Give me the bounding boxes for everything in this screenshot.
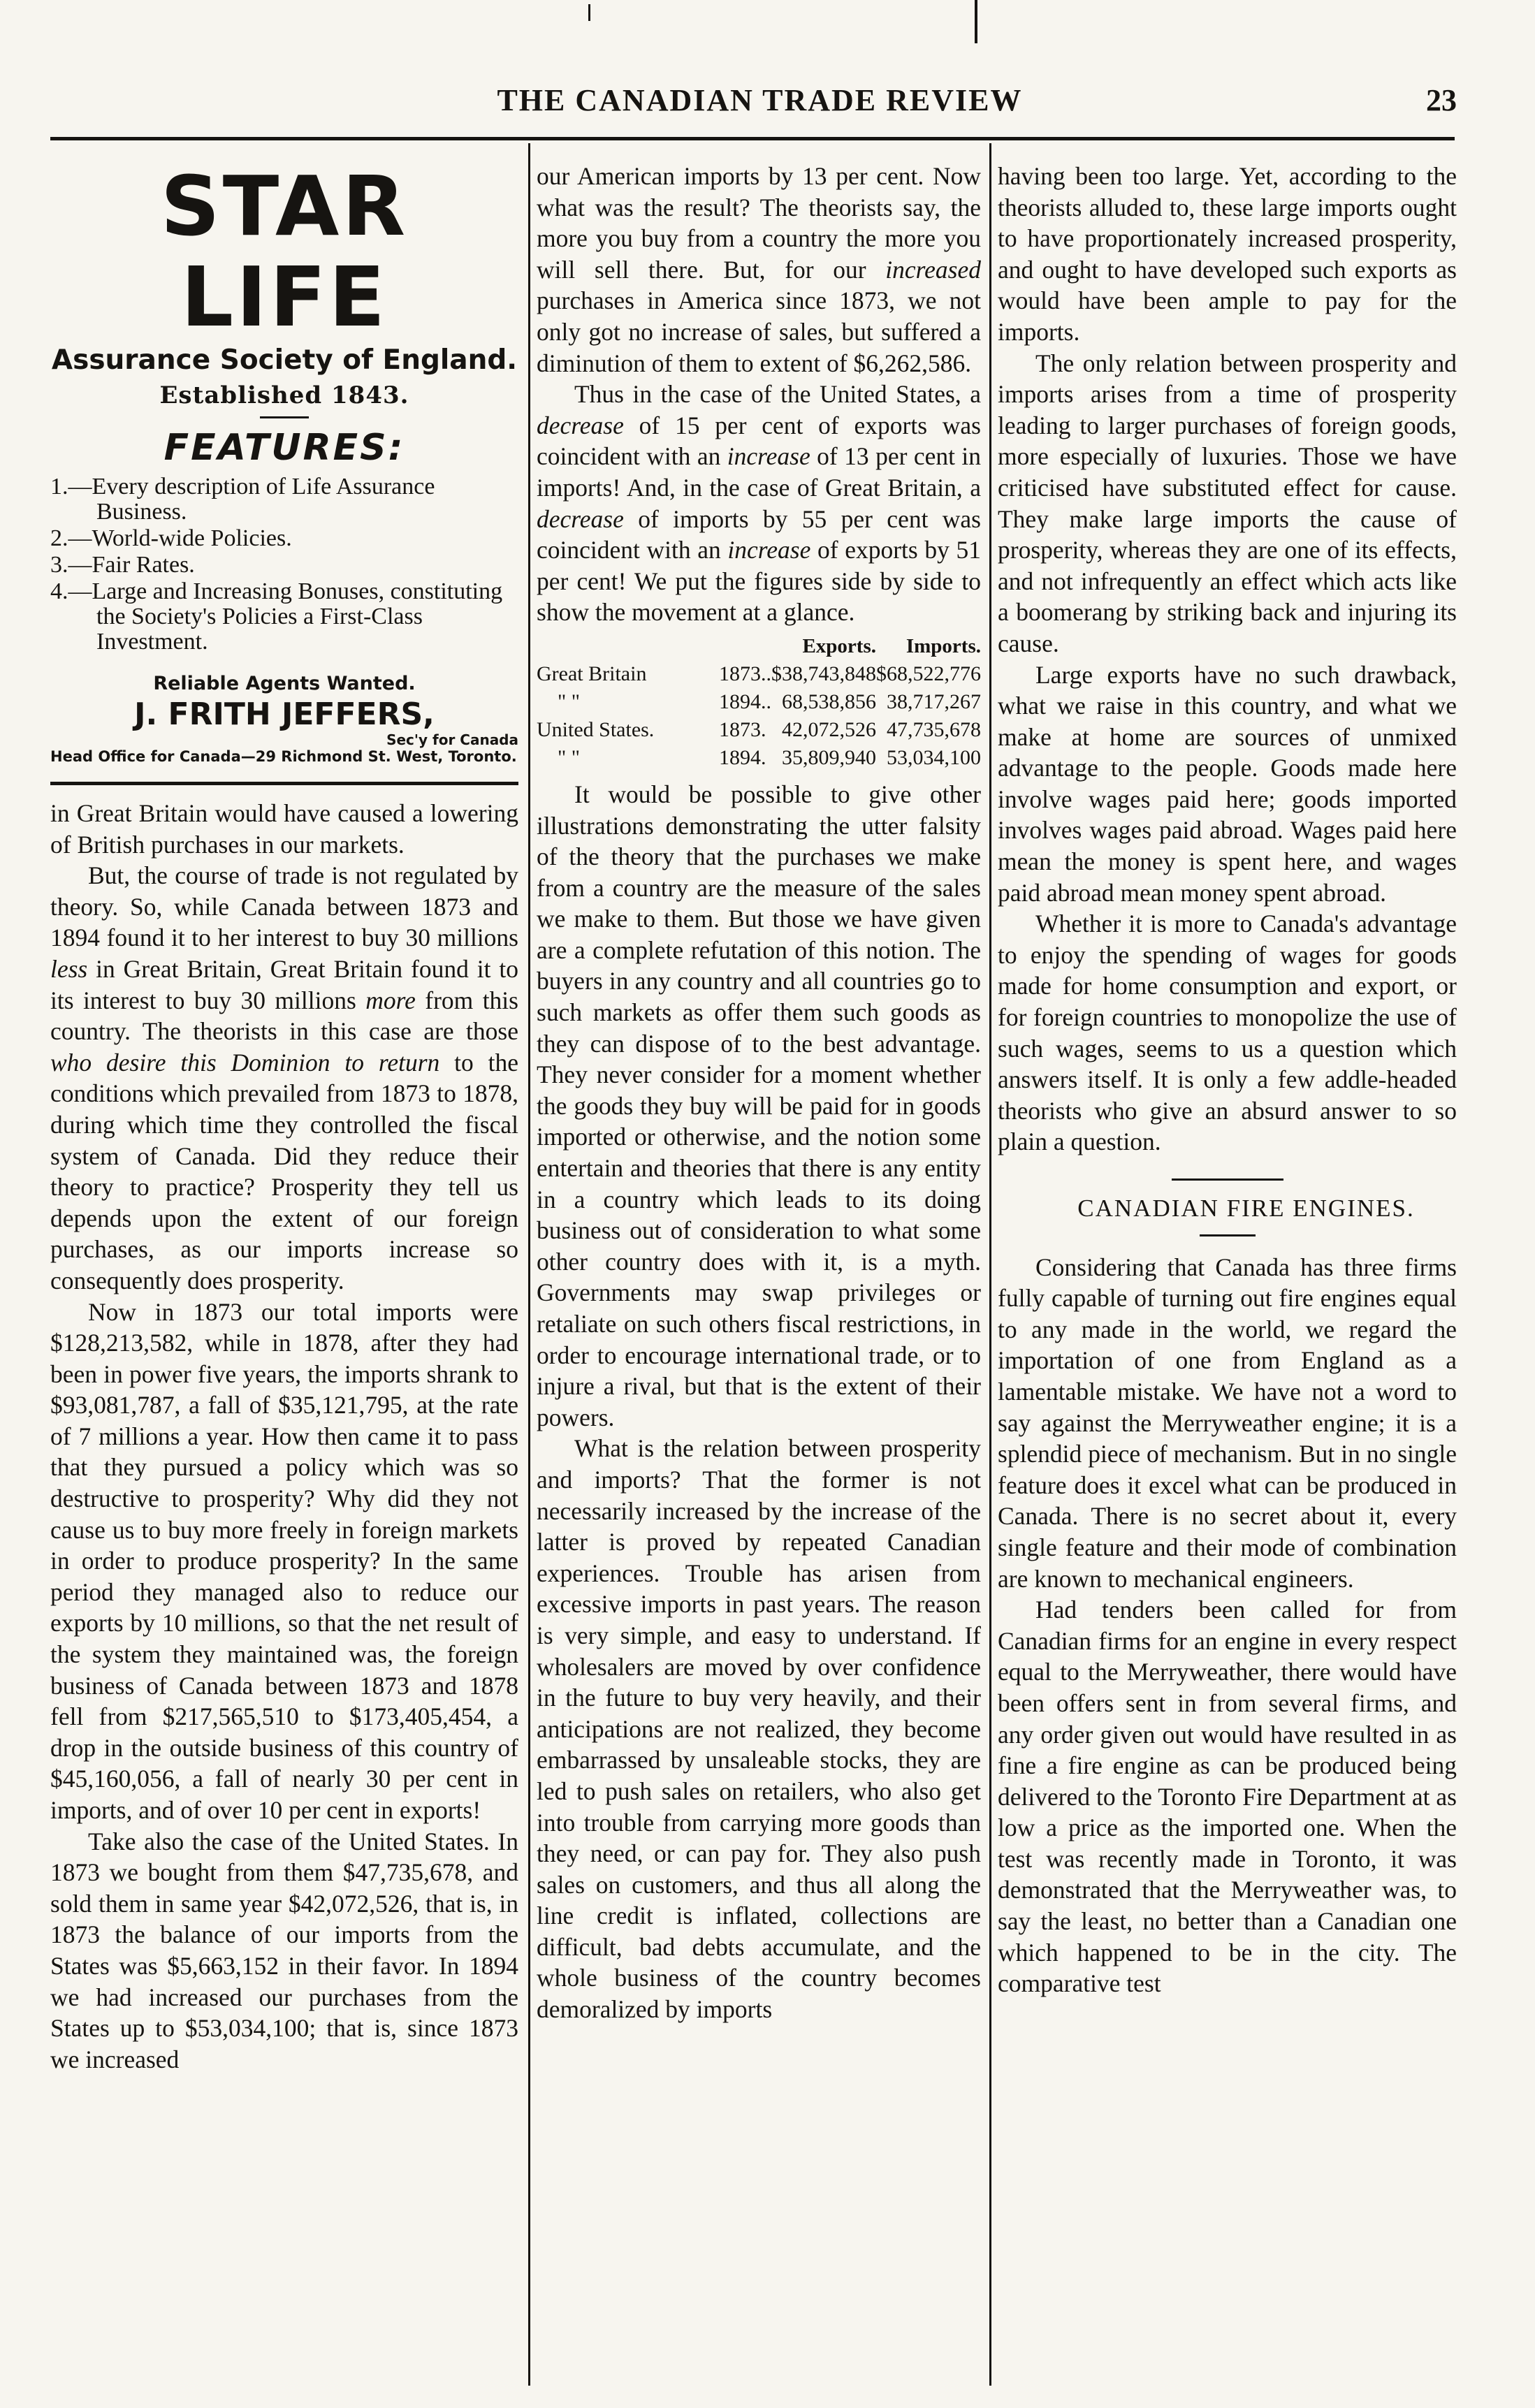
table-row: " " 1894.. 68,538,856 38,717,267 [558, 689, 981, 713]
section-divider [1172, 1179, 1283, 1181]
column-2 [537, 161, 981, 2389]
article-paragraph: Whether it is more to Canada's advantage to enjoy the spending of wages for goods made for home consumption and export, or for foreign countries to monopolize the use of such wages, seems to us a question which answers itself. It is only a few addle-headed theorists who give an absurd answer to so plain a question. [998, 910, 1457, 1156]
ad-feature-item: 3.—Fair Rates. [50, 552, 195, 578]
scan-mark-right [975, 0, 977, 43]
article-paragraph: But, the course of trade is not regulated by theory. So, while Canada between 1873 and 1894 found it to her interest to buy 30 millions less in Great Britain, Great Britain found it to its interest to buy 30 millions more from this country. The theorists in this case are those who desire this Dominion to return to the conditions which prevailed from 1873 to 1878, during which time they controlled the fiscal system of Canada. Did they reduce their theory to practice? Prosperity they tell us depends upon the extent of our foreign purchases, as our imports increase so consequently does prosperity. [50, 861, 518, 1294]
table-row: United States. 1873. 42,072,526 47,735,678 [537, 717, 981, 741]
article-paragraph: Had tenders been called for from Canadian firms for an engine in every respect equal to the Merryweather, there would have been offers sent in from several firms, and any order given out would have resulted in as fine a fire engine as can be produced being delivered to the Toronto Fire Department at as low a price as the imported one. When the test was recently made in Toronto, it was demonstrated that the Merryweather was, to say the least, no better than a Canadian one which happened to be in the city. The comparative test [998, 1596, 1457, 1998]
article-paragraph: our American imports by 13 per cent. Now what was the result? The theorists say, the more you buy from a country the more you will sell there. But, for our increased purchases in America since 1873, we not only got no increase of sales, but suffered a diminution of them to extent of $6,262,586. [537, 162, 981, 377]
scan-mark-left [588, 4, 590, 21]
article-paragraph: Thus in the case of the United States, a decrease of 15 per cent of exports was coincident with an increase of 13 per cent in imports! And, in the case of Great Britain, a decrease of imports by 55 per cent was coincident with an increase of exports by 51 per cent! We put the figures side by side to show the movement at a glance. [537, 380, 981, 627]
article-paragraph: The only relation between prosperity and imports arises from a time of prosperity leading to larger purchases of foreign goods, more especially of luxuries. Those we have criticised have substituted effect for cause. They make large imports the cause of prosperity, whereas they are one of its effects, and not infrequently an effect which acts like a boomerang by striking back and injuring its cause. [998, 349, 1457, 657]
ad-agents-wanted: Reliable Agents Wanted. [153, 673, 416, 694]
ad-features-heading: FEATURES: [163, 427, 405, 469]
article-paragraph: What is the relation between prosperity and imports? That the former is not necessarily increased by the increase of the latter is proved by repeated Canadian experiences. Trouble has arisen from excessive imports in past years. The reason is very simple, and easy to understand. If wholesalers are moved by over confidence in the future to buy very heavily, and their anticipations are not realized, they become embarrassed by unsaleable stocks, they are led to push sales on retailers, who also get into trouble from carrying more goods than they need, or can pay for. They also push sales on customers, and thus all along the line credit is inflated, collections are difficult, bad debts accumulate, and the whole business of the country becomes demoralized by imports [537, 1434, 981, 2024]
page-number: 23 [1426, 83, 1457, 117]
ad-divider [260, 416, 309, 418]
article-paragraph: Considering that Canada has three firms fully capable of turning out fire engines equal to any made in the world, we regard the importation of one from England as a lamentable mistake. We have not a word to say against the Merryweather engine; it is a splendid piece of mechanism. But in no single feature does it excel what can be produced in Canada. There is no secret about it, every single feature and their mode of combination are known to mechanical engineers. [998, 1253, 1457, 1593]
section-heading: CANADIAN FIRE ENGINES. [1077, 1195, 1415, 1222]
ad-established: Established 1843. [159, 381, 409, 409]
article-paragraph: in Great Britain would have caused a lowering of British purchases in our markets. [50, 799, 518, 859]
article-paragraph: Large exports have no such drawback, what we raise in this country, and what we make at home are sources of unmixed advantage to the people. Goods made here involve wages paid here; goods imported involves wages paid abroad. Wages paid here mean the money is spent here, and wages paid abroad mean money spent abroad. [998, 660, 1457, 907]
page-title: THE CANADIAN TRADE REVIEW [497, 83, 1023, 117]
table-row: " " 1894. 35,809,940 53,034,100 [558, 745, 981, 769]
ad-society: Assurance Society of England. [51, 344, 518, 376]
column-rule-2 [989, 143, 991, 2386]
ad-agent-title: Sec'y for Canada [386, 731, 518, 748]
header-rule [50, 137, 1455, 140]
trade-table [537, 632, 981, 772]
article-paragraph: Take also the case of the United States. In 1873 we bought from them $47,735,678, and sold them in same year $42,072,526, that is, in 1873 the balance of our imports from the States was $5,663,152 in their favor. In 1894 we had increased our purchases from the States up to $53,034,100; that is, since 1873 we increased [50, 1827, 518, 2073]
page-header [63, 82, 1457, 131]
star-life-advertisement [50, 161, 518, 765]
ad-feature-item: 1.—Every description of Life Assurance Business. [50, 474, 435, 525]
ad-feature-item: 4.—Large and Increasing Bonuses, constituting the Society's Policies a First-Class Investment. [50, 578, 503, 655]
column-1 [50, 161, 518, 2389]
column-3 [998, 161, 1457, 2389]
trade-table-header [537, 632, 981, 660]
table-row: Great Britain 1873.. $38,743,848 $68,522,776 [537, 662, 981, 685]
ad-office-address: Head Office for Canada—29 Richmond St. West, Toronto. [50, 748, 517, 765]
column-rule-1 [528, 143, 530, 2386]
column-header-imports: Imports. [905, 634, 981, 657]
article-paragraph: It would be possible to give other illustrations demonstrating the utter falsity of the theory that the purchases we make from a country are the measure of the sales we make to them. But those we have given are a complete refutation of this notion. The buyers in any country and all countries go to such markets as offer them such goods as they can dispose of to the best advantage. They never consider for a moment whether the goods they buy will be paid for in goods imported or otherwise, and the notion some entertain and theories that there is any entity in a country which leads to its doing business out of consideration to what some other country does with it, is a myth. Governments may swap privileges or retaliate on such others fiscal restrictions, in order to encourage international trade, or to injure a rival, but that is the extent of their powers. [537, 780, 981, 1431]
ad-agent-name: J. FRITH JEFFERS, [134, 696, 435, 732]
ad-title: STAR LIFE [160, 161, 409, 345]
ad-features-list [50, 474, 518, 655]
article-paragraph: having been too large. Yet, according to the theorists alluded to, these large imports ought to have proportionately increased prosperity, and ought to have developed such exports as would have been ample to pay for the imports. [998, 162, 1457, 346]
column-header-exports: Exports. [802, 634, 876, 657]
section-divider-short [1200, 1234, 1256, 1236]
ad-bottom-rule [50, 782, 518, 785]
article-paragraph: Now in 1873 our total imports were $128,213,582, while in 1878, after they had been in power five years, the imports shrank to $93,081,787, a fall of $35,121,795, at the rate of 7 millions a year. How then came it to pass that they pursued a policy which was so destructive to prosperity? Why did they not cause us to buy more freely in foreign markets in order to produce prosperity? In the same period they managed also to reduce our exports by 10 millions, so that the net result of the system they maintained was, the foreign business of Canada between 1873 and 1878 fell from $217,565,510 to $173,405,454, a drop in the outside business of this country of $45,160,056, a fall of nearly 30 per cent in imports, and of over 10 per cent in exports! [50, 1297, 518, 1824]
ad-feature-item: 2.—World-wide Policies. [50, 525, 292, 551]
